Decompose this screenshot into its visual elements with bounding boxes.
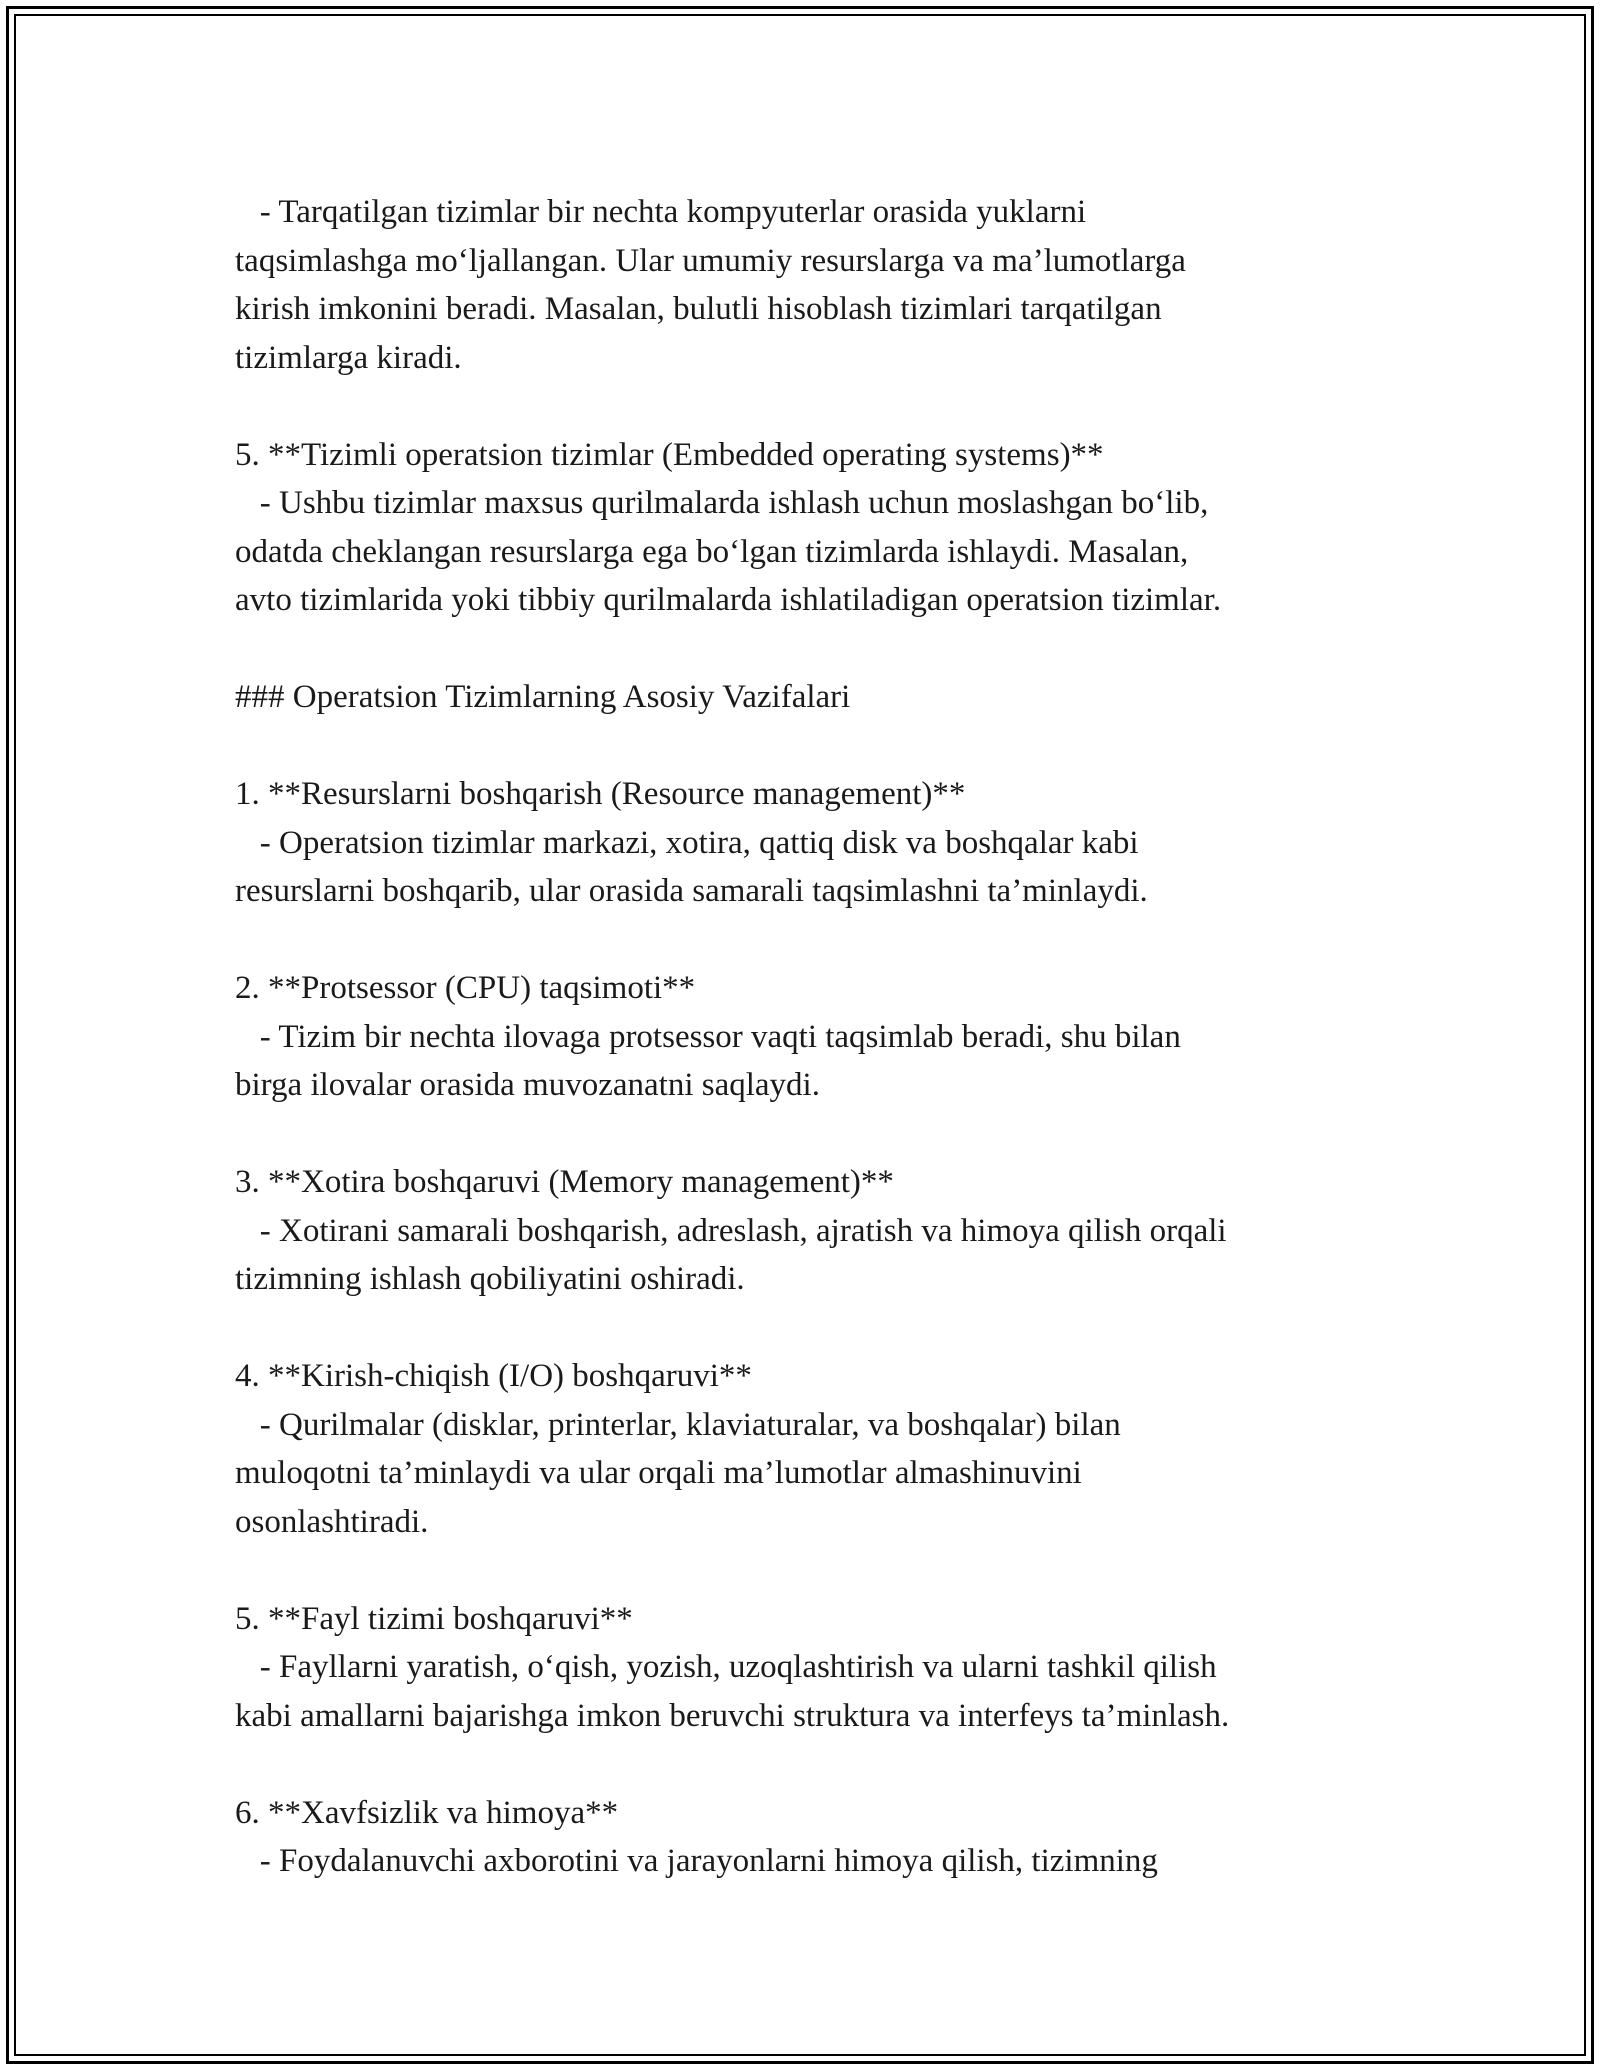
- text-line: - Qurilmalar (disklar, printerlar, klaviaturalar, va boshqalar) bilan: [235, 1406, 1121, 1443]
- list-item-heading: 1. **Resurslarni boshqarish (Resource management)**: [235, 776, 966, 812]
- paragraph-file-system: [235, 1595, 1365, 1741]
- text-line: - Tarqatilgan tizimlar bir nechta kompyuterlar orasida yuklarni: [235, 194, 1087, 230]
- text-line: taqsimlashga mo‘ljallangan. Ular umumiy resurslarga va ma’lumotlarga: [235, 242, 1186, 279]
- list-item-heading: 6. **Xavfsizlik va himoya**: [235, 1794, 619, 1831]
- text-line: kabi amallarni bajarishga imkon beruvchi struktura va interfeys ta’minlash.: [235, 1697, 1230, 1734]
- text-line: - Xotirani samarali boshqarish, adreslash, ajratish va himoya qilish orqali: [235, 1212, 1227, 1249]
- paragraph-distributed-systems: [235, 188, 1365, 382]
- text-line: osonlashtiradi.: [235, 1503, 429, 1540]
- list-item-heading: 3. **Xotira boshqaruvi (Memory management)**: [235, 1164, 894, 1200]
- text-line: - Tizim bir nechta ilovaga protsessor vaqti taqsimlab beradi, shu bilan: [235, 1018, 1181, 1055]
- paragraph-security: [235, 1789, 1365, 1886]
- section-heading-text: ### Operatsion Tizimlarning Asosiy Vazifalari: [235, 679, 851, 715]
- text-line: kirish imkonini beradi. Masalan, bulutli hisoblash tizimlari tarqatilgan: [235, 291, 1162, 327]
- text-line: - Foydalanuvchi axborotini va jarayonlarni himoya qilish, tizimning: [235, 1843, 1158, 1879]
- text-line: odatda cheklangan resurslarga ega bo‘lgan tizimlarda ishlaydi. Masalan,: [235, 533, 1189, 570]
- list-item-heading: 2. **Protsessor (CPU) taqsimoti**: [235, 970, 696, 1006]
- text-line: avto tizimlarida yoki tibbiy qurilmalarda ishlatiladigan operatsion tizimlar.: [235, 582, 1222, 618]
- paragraph-memory-management: [235, 1158, 1365, 1304]
- list-item-heading: 5. **Fayl tizimi boshqaruvi**: [235, 1600, 633, 1637]
- section-heading: [235, 673, 1365, 722]
- paragraph-cpu-scheduling: [235, 964, 1365, 1110]
- text-line: muloqotni ta’minlaydi va ular orqali ma’lumotlar almashinuvini: [235, 1455, 1082, 1491]
- text-line: - Operatsion tizimlar markazi, xotira, qattiq disk va boshqalar kabi: [235, 824, 1139, 861]
- paragraph-embedded-systems: [235, 431, 1365, 625]
- list-item-heading: 5. **Tizimli operatsion tizimlar (Embedded operating systems)**: [235, 436, 1104, 473]
- text-line: - Ushbu tizimlar maxsus qurilmalarda ishlash uchun moslashgan bo‘lib,: [235, 485, 1209, 521]
- list-item-heading: 4. **Kirish-chiqish (I/O) boshqaruvi**: [235, 1358, 752, 1394]
- text-line: tizimlarga kiradi.: [235, 339, 462, 376]
- document-body: [235, 188, 1365, 1886]
- text-line: tizimning ishlash qobiliyatini oshiradi.: [235, 1261, 745, 1297]
- text-line: resurslarni boshqarib, ular orasida samarali taqsimlashni ta’minlaydi.: [235, 873, 1148, 909]
- paragraph-io-management: [235, 1352, 1365, 1546]
- paragraph-resource-management: [235, 770, 1365, 916]
- text-line: - Fayllarni yaratish, o‘qish, yozish, uzoqlashtirish va ularni tashkil qilish: [235, 1649, 1217, 1685]
- text-line: birga ilovalar orasida muvozanatni saqlaydi.: [235, 1067, 820, 1103]
